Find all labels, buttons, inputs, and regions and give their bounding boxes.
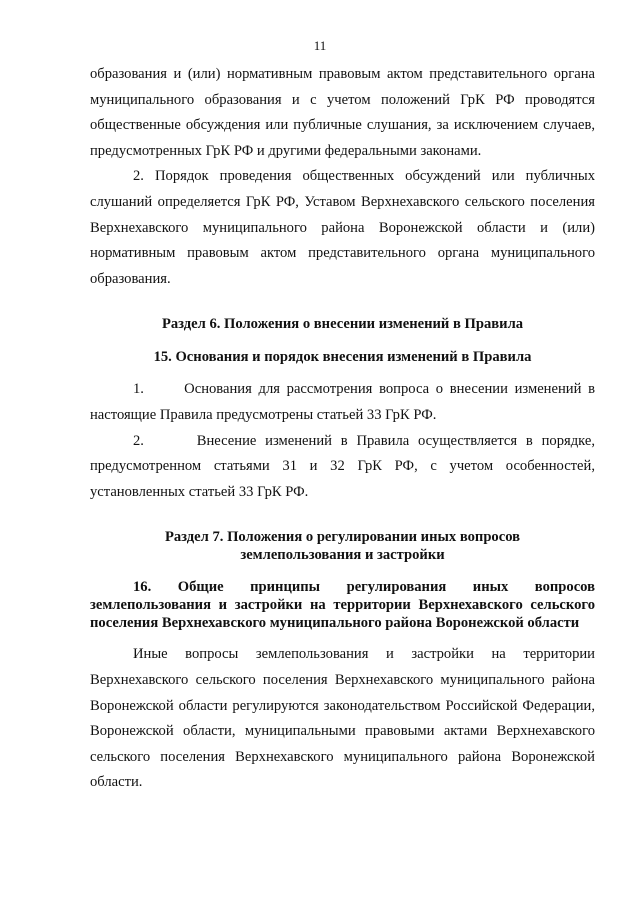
paragraph-2: 2. Порядок проведения общественных обсуждений или публичных слушаний определяется ГрК РФ, Уставом Верхнехавского сельского поселения Верхнехавского муниципального района Воронежской области и (или) нормативным правовым актом представительного органа муниципального образования. bbox=[90, 168, 595, 287]
section-7-heading-line-1: Раздел 7. Положения о регулировании иных вопросов bbox=[164, 529, 521, 546]
article-15-item-1: 1. Основания для рассмотрения вопроса о внесении изменений в настоящие Правила предусмотрены статьей 33 ГрК РФ. bbox=[90, 381, 595, 423]
document-body bbox=[90, 62, 595, 796]
section-7-heading bbox=[90, 528, 595, 564]
article-16-text: Иные вопросы землепользования и застройки на территории Верхнехавского сельского поселения Верхнехавского муниципального района Воронежской области регулируются законодательством Российской Федерации, Воронежской области, муниципальными правовыми актами Верхнехавского сельского поселения Верхнехавского муниципального района Воронежской области. bbox=[90, 646, 595, 791]
article-15-item-2: 2. Внесение изменений в Правила осуществляется в порядке, предусмотренном статьями 31 и 32 ГрК РФ, с учетом особенностей, установленных статьей 33 ГрК РФ. bbox=[90, 432, 595, 500]
section-7-heading-line-2: землепользования и застройки bbox=[240, 547, 445, 564]
paragraph-continuation: образования и (или) нормативным правовым актом представительного органа муниципального образования и с учетом положений ГрК РФ проводятся общественные обсуждения или публичные слушания, за исключением случаев, предусмотренных ГрК РФ и другими федеральными законами. bbox=[90, 66, 595, 159]
article-16-heading: 16. Общие принципы регулирования иных вопросов землепользования и застройки на территории Верхнехавского сельского поселения Верхнехавского муниципального района Воронежской области bbox=[90, 579, 595, 632]
article-15-heading: 15. Основания и порядок внесения изменений в Правила bbox=[153, 349, 532, 366]
section-6-heading: Раздел 6. Положения о внесении изменений в Правила bbox=[161, 316, 524, 333]
page-number: 11 bbox=[313, 38, 327, 53]
